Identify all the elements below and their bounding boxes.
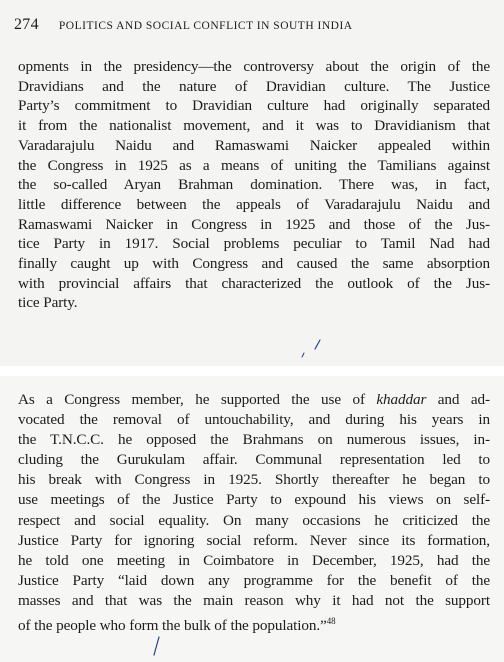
paragraph-top — [18, 57, 490, 313]
paragraph-bottom — [18, 390, 490, 636]
text-line: finally caught up with Congress and caused the same absorption — [18, 255, 490, 273]
text-line: the Congress in 1925 as a means of uniting the Tamilians against — [18, 156, 490, 174]
text-line: the T.N.C.C. he opposed the Brahmans on numerous issues, in- — [18, 431, 490, 449]
text-line: tice Party. — [18, 294, 78, 312]
text-line: with provincial affairs that characterized the outlook of the Jus- — [18, 274, 490, 292]
text-line: Dravidians and the nature of Dravidian culture. The Justice — [18, 77, 490, 95]
text-line: cluding the Gurukulam affair. Communal representation led to — [18, 451, 490, 469]
page-gap — [0, 366, 504, 376]
text-line: vocated the removal of untouchability, and during his years in — [18, 411, 490, 429]
text-line: respect and social equality. On many occasions he criticized the — [18, 511, 490, 529]
text-line: Party’s commitment to Dravidian culture had originally separated — [18, 97, 490, 115]
text-line: Justice Party for ignoring social reform. Never since its formation, — [18, 531, 490, 549]
text-line: his break with Congress in 1925. Shortly thereafter he began to — [18, 471, 490, 489]
page-header — [14, 16, 494, 36]
text-line: it from the nationalist movement, and it was to Dravidianism that — [18, 117, 490, 135]
text-line: tice Party in 1917. Social problems peculiar to Tamil Nad had — [18, 235, 490, 253]
text-line: the so-called Aryan Brahman domination. There was, in fact, — [18, 176, 490, 194]
text-line: little difference between the appeals of Varadarajulu Naidu and — [18, 195, 490, 213]
text-line: As a Congress member, he supported the use of khaddar and ad- — [18, 391, 490, 408]
text-line: he told one meeting in Coimbatore in December, 1925, had the — [18, 551, 490, 569]
text-line: opments in the presidency—the controversy about the origin of the — [18, 58, 490, 75]
text-line: masses and that was the main reason why it had not the support — [18, 591, 490, 609]
text-line: Justice Party “laid down any programme for the benefit of the — [18, 571, 490, 589]
running-title: POLITICS AND SOCIAL CONFLICT IN SOUTH INDIA — [58, 20, 353, 32]
text-line: Ramaswami Naicker in Congress in 1925 and those of the Jus- — [18, 215, 490, 233]
text-line: of the people who form the bulk of the population.”$^{48}$ — [18, 616, 336, 635]
page-number: 274 — [14, 16, 39, 33]
text-line: use meetings of the Justice Party to expound his views on self- — [18, 491, 490, 509]
text-line: Varadarajulu Naidu and Ramaswami Naicker appealed within — [18, 136, 490, 154]
